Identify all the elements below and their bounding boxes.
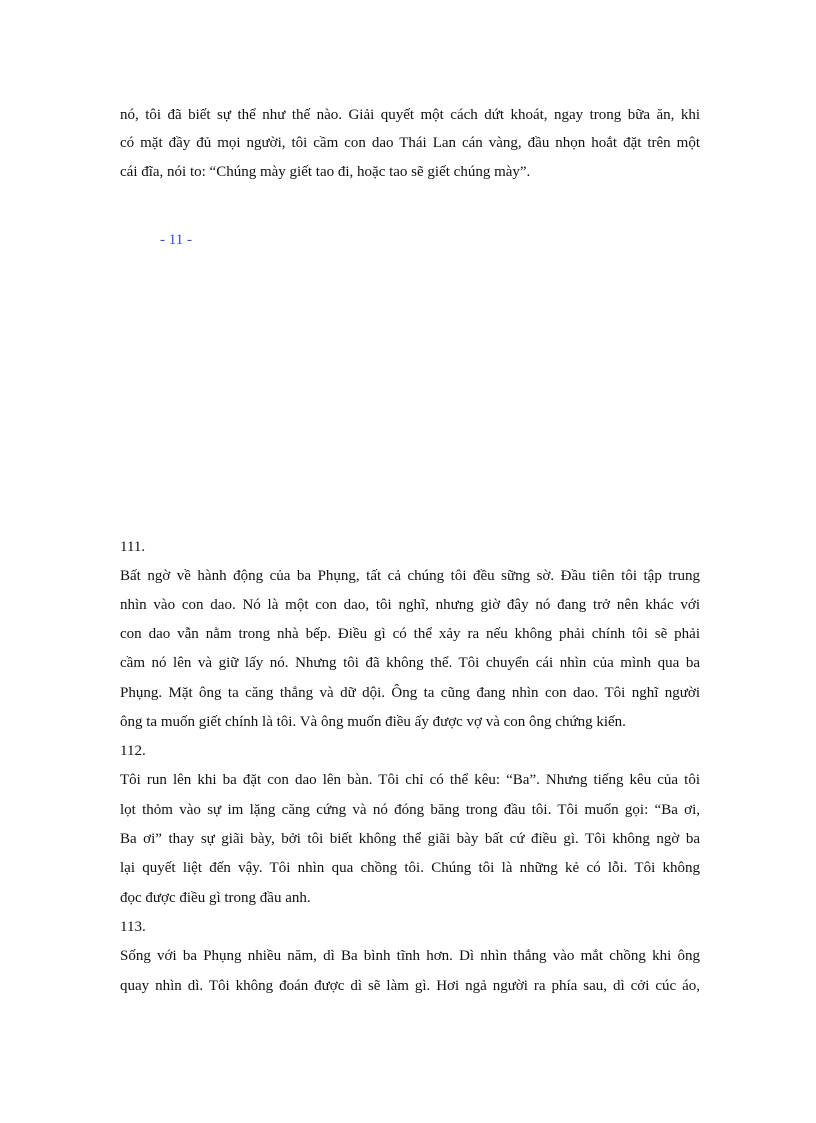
paragraph-line: đọc được điều gì trong đầu anh. bbox=[120, 890, 311, 906]
paragraph-line: con dao vẫn nằm trong nhà bếp. Điều gì có thể xảy ra nếu không phải chính tôi sẽ phải bbox=[120, 626, 700, 642]
paragraph-line: cái đĩa, nói to: “Chúng mày giết tao đi, hoặc tao sẽ giết chúng mày”. bbox=[120, 164, 531, 180]
paragraph-line: Bất ngờ về hành động của ba Phụng, tất cả chúng tôi đều sững sờ. Đầu tiên tôi tập trung bbox=[120, 568, 700, 584]
paragraph-line: quay nhìn dì. Tôi không đoán được dì sẽ làm gì. Hơi ngả người ra phía sau, dì cởi cúc áo, bbox=[120, 978, 700, 994]
paragraph-line: Tôi run lên khi ba đặt con dao lên bàn. Tôi chỉ có thể kêu: “Ba”. Nhưng tiếng kêu của tôi bbox=[120, 772, 700, 788]
paragraph-line: nhìn vào con dao. Nó là một con dao, tôi nghĩ, nhưng giờ đây nó đang trở nên khác với bbox=[120, 597, 700, 613]
paragraph-line: lọt thỏm vào sự im lặng căng cứng và nó đóng băng trong đầu tôi. Tôi muốn gọi: “Ba ơi, bbox=[120, 802, 700, 818]
paragraph-line: Phụng. Mặt ông ta căng thẳng và dữ dội. Ông ta cũng đang nhìn con dao. Tôi nghĩ người bbox=[120, 685, 700, 701]
paragraph-line: có mặt đầy đủ mọi người, tôi cầm con dao Thái Lan cán vàng, đầu nhọn hoắt đặt trên một bbox=[120, 135, 700, 151]
paragraph-line: Ba ơi” thay sự giãi bày, bởi tôi biết không thể giãi bày bất cứ điều gì. Tôi không ngờ ba bbox=[120, 831, 700, 847]
page-number: - 11 - bbox=[160, 232, 192, 248]
paragraph-line: ông ta muốn giết chính là tôi. Và ông muốn điều ấy được vợ và con ông chứng kiến. bbox=[120, 714, 626, 730]
paragraph-line: Sống với ba Phụng nhiều năm, dì Ba bình tĩnh hơn. Dì nhìn thẳng vào mắt chồng khi ông bbox=[120, 948, 700, 964]
section-number: 113. bbox=[120, 919, 146, 935]
paragraph-line: nó, tôi đã biết sự thể như thế nào. Giải quyết một cách dứt khoát, ngay trong bữa ăn, khi bbox=[120, 107, 700, 123]
section-number: 112. bbox=[120, 743, 146, 759]
section-number: 111. bbox=[120, 539, 146, 555]
paragraph-line: cầm nó lên và giữ lấy nó. Nhưng tôi đã không thể. Tôi chuyển cái nhìn của mình qua ba bbox=[120, 655, 700, 671]
paragraph-line: lại quyết liệt đến vậy. Tôi nhìn qua chồng tôi. Chúng tôi là những kẻ có lỗi. Tôi không bbox=[120, 860, 700, 876]
